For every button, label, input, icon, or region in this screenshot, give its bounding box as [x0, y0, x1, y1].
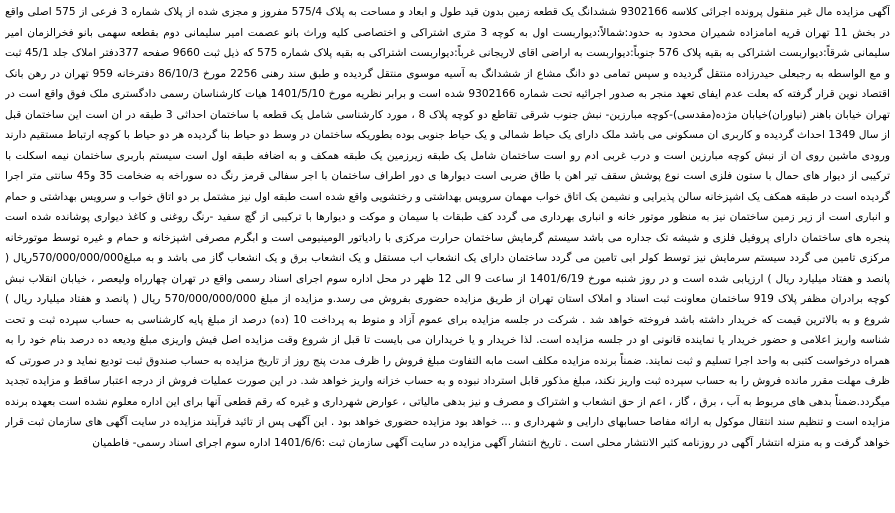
auction-notice-body: آگهی مزایده مال غیر منقول پرونده اجرائی کلاسه 9302166 ششدانگ یک قطعه زمین بدون قید طول و ابعاد و مساحت به پلاک 575/4 مفروز و مجزی شده از پلاک شماره 3 فرعی از 575 اصلی واقع در بخش 11 تهران قریه امامزاده شمیران محدود به حدود:شمالاً:دیواربست اول به کوچه 3 متری اشتراکی و اختصاصی کلیه وراث بانو عصمت امیر سلیمانی دوم بقطعه سهمی بانو فخرالزمان امیر سلیمانی شرقاً:دیواربست اشتراکی به بقیه پلاک 576 جنوباً:دیواربست به اراضی اقای لاریجانی غرباً:دیواربست اشتراکی به بقیه پلاک شماره 575 که ذیل ثبت 9660 صفحه 377دفتر املاک جلد 45/1 ثبت و مع الواسطه به رجبعلی حیدرزاده منتقل گردیده و سپس تمامی دو دانگ مشاع از ششدانگ به آسیه موسوی منتقل گردیده و طبق سند رهنی 2256 مورخ 86/10/3 دفترخانه 959 تهران در رهن بانک اقتصاد نوین قرار گرفته که بعلت عدم ایفای تعهد منجر به صدور اجرائیه تحت شماره 9302166 شده است و برابر نظریه مورخ 1401/5/10 هیات کارشناسان رسمی دادگستری ملک فوق واقع است در تهران خیابان باهنر (نیاوران)خیابان مژده(مقدسی)-کوچه مبارزین- نبش جنوب شرقی تقاطع دو کوچه پلاک 8 ، مورد کارشناسی شامل یک قطعه با ساختمان احداثی 3 طبقه در ان است این ساختمان قبل از سال 1349 احداث گردیده و کاربری ان مسکونی می باشد ملک دارای یک حیاط شمالی و یک حیاط جنوبی بوده بطوریکه ساختمان در وسط دو حیاط بنا گردیده هر دو حیاط با کوچه ارتباط مستقیم دارند ورودی ماشین روی ان از نبش کوچه مبارزین است و درب غربی ادم رو است ساختمان شامل یک طبقه زیرزمین یک طبقه همکف و به اضافه طبقه اول است سیستم باربری ساختمان نیمه اسکلت با ترکیبی از دیوار های حمال با ستون فلزی است نوع پوشش سقف تیر اهن با طاق ضربی است دیوارها ی دور اطراف ساختمان با اجر سفالی قرمز رنگ ده سوراخه به ضخامت 35 و45 سانتی متر اجرا گردیده است در طبقه همکف یک اشپزخانه سالن پذیرایی و نشیمن یک اتاق خواب مهمان سرویس بهداشتی و رختشویی واقع شده است طبقه اول نیز مشتمل بر دو اتاق خواب و سرویس بهداشتی و حمام و انباری است از زیر زمین ساختمان نیز به منظور موتور خانه و انباری بهرداری می گردد کف طبقات با سیمان و موکت و دیوارها با ترکیبی از گچ سفید -رنگ روغنی و کاغذ دیواری پوشانده شده است پنجره های ساختمان دارای پروفیل فلزی و شیشه تک جداره می باشد سیستم گرمایش ساختمان حرارت مرکزی با رادیاتور الومینیومی است و ابگرم مصرفی اشپزخانه و حمام و غیره توسط موتورخانه مرکزی تامین می گردد سیستم سرمایش نیز توسط کولر ابی تامین می گردد ساختمان دارای یک انشعاب اب مستقل و یک انشعاب برق و یک انشعاب گاز می باشد و به مبلغ570/000/000/000ریال ( پانصد و هفتاد میلیارد ریال ) ارزیابی شده است و در روز شنبه مورخ 1401/6/19 از ساعت 9 الی 12 ظهر در محل اداره سوم اجرای اسناد رسمی واقع در تهران چهارراه ولیعصر ، خیابان انقلاب نبش کوچه برادران مظفر پلاک 919 ساختمان معاونت ثبت اسناد و املاک استان تهران از طریق مزایده حضوری بفروش می رسد.و مزایده از مبلغ 570/000/000/000 ریال ( پانصد و هفتاد میلیارد ریال ) شروع و به بالاترین قیمت که خریدار داشته باشد فروخته خواهد شد . شرکت در جلسه مزایده برای عموم آزاد و منوط به پرداخت 10 (ده) درصد از مبلغ پایه کارشناسی به حساب سپرده ثبت و تحت شناسه واریز اعلامی و حضور خریدار یا نماینده قانونی او در جلسه مزایده است. لذا خریدار و یا خریداران می بایست تا قبل از شروع وقت مزایده اصل فیش واریزی مبلغ ودیعه ده درصد بنام خود را به همراه درخواست کتبی به واحد اجرا تسلیم و ثبت نمایند. ضمناً برنده مزایده مکلف است مابه التفاوت مبلغ فروش را ظرف مدت پنج روز از تاریخ مزایده به حساب صندوق ثبت تودیع نماید و در صورتی که ظرف مهلت مقرر مانده فروش را به حساب سپرده ثبت واریز نکند، مبلغ مذکور قابل استرداد نبوده و به حساب خزانه واریز خواهد شد. در این صورت عملیات فروش از درجه اعتبار ساقط و مزایده تجدید میگردد.ضمناً بدهی های مربوط به آب ، برق ، گاز ، اعم از حق انشعاب و اشتراک و مصرف و نیز بدهی مالیاتی ، عوارض شهرداری و غیره که رقم قطعی آنها برای این اداره معلوم نشده است بعهده برنده مزایده است و تنظیم سند انتقال موکول به ارائه مفاصا حسابهای دارایی و شهرداری و ... خواهد بود مزایده حضوری خواهد بود . این آگهی پس از تائید فرآیند مزایده در سایت آگهی های سازمان ثبت قرار خواهد گرفت و به منزله انتشار آگهی در روزنامه کثیر الانتشار محلی است . تاریخ انتشار آگهی مزایده در سایت آگهی سازمان ثبت :1401/6/6 اداره سوم اجرای اسناد رسمی- فاطمیان: [5, 6, 890, 449]
auction-notice-document: [5, 2, 890, 507]
